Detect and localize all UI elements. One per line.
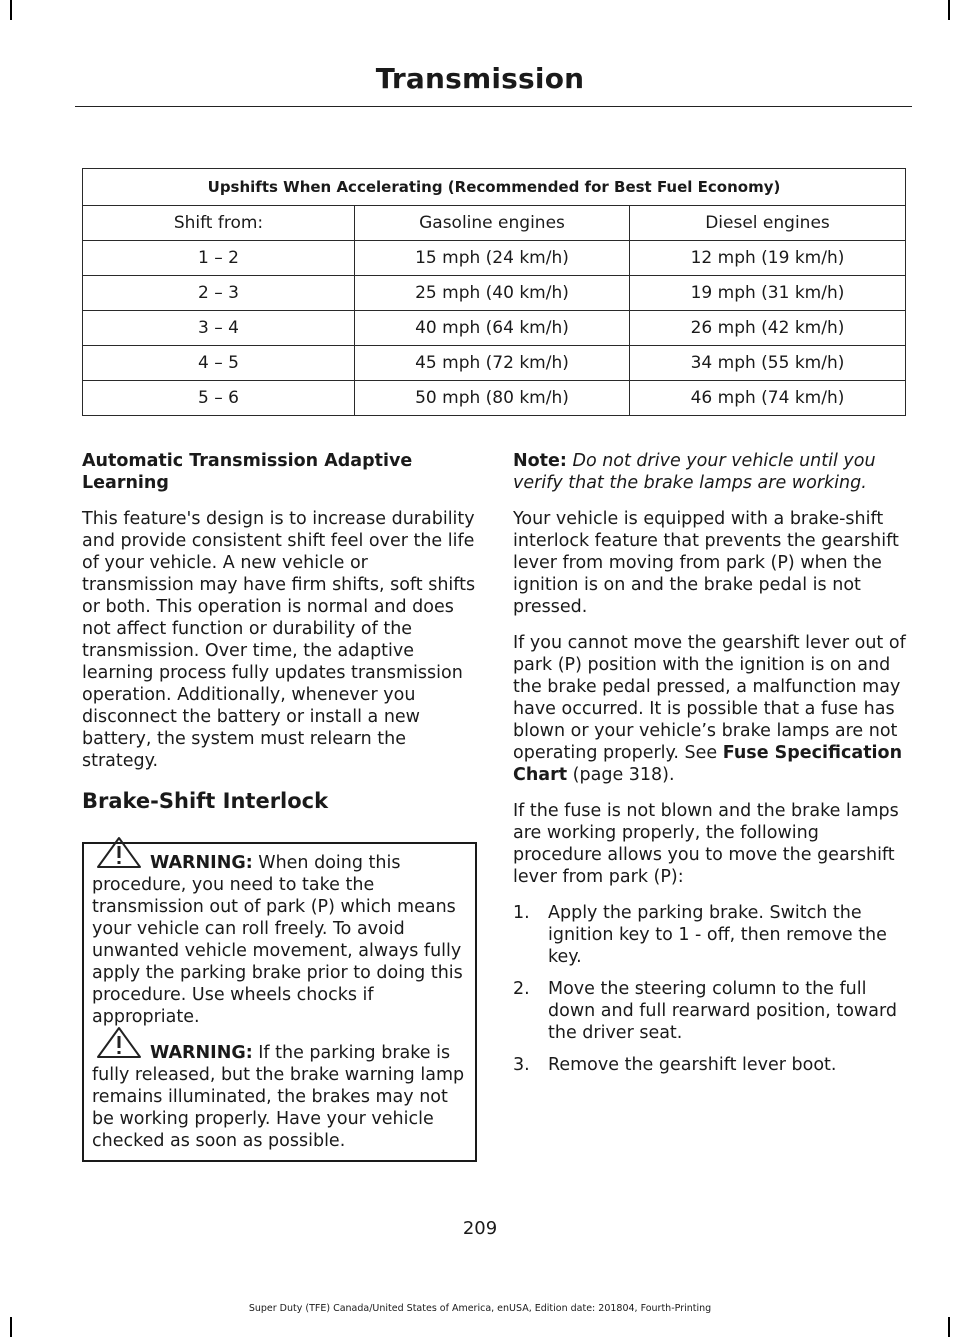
table-cell: 46 mph (74 km/h) xyxy=(630,381,906,416)
right-column xyxy=(513,450,908,1086)
warning-label: WARNING: xyxy=(150,1043,253,1063)
list-item xyxy=(513,1054,908,1076)
brake-shift-interlock-heading: Brake-Shift Interlock xyxy=(82,789,329,813)
table-row xyxy=(83,346,906,381)
procedure-steps xyxy=(513,902,908,1076)
title-divider xyxy=(75,106,912,107)
table-cell: 50 mph (80 km/h) xyxy=(355,381,630,416)
table-header-row xyxy=(83,206,906,241)
warning-item xyxy=(92,1042,467,1152)
step-text: Apply the parking brake. Switch the ignition key to 1 - off, then remove the key. xyxy=(548,903,887,967)
crop-mark xyxy=(10,1317,12,1337)
note xyxy=(513,450,908,494)
table-row xyxy=(83,241,906,276)
table-cell: 45 mph (72 km/h) xyxy=(355,346,630,381)
table-row xyxy=(83,311,906,346)
warning-label: WARNING: xyxy=(150,853,253,873)
step-text: Remove the gearshift lever boot. xyxy=(548,1055,837,1075)
left-column xyxy=(82,450,477,1162)
list-item xyxy=(513,902,908,968)
table-row xyxy=(83,381,906,416)
warning-box xyxy=(82,842,477,1162)
interlock-description: Your vehicle is equipped with a brake-shift interlock feature that prevents the gearshift lever from moving from park (P) when the ignition is on and the brake pedal is not pressed. xyxy=(513,509,899,617)
warning-icon xyxy=(94,1026,144,1060)
crop-mark xyxy=(948,1317,950,1337)
list-item xyxy=(513,978,908,1044)
crop-mark xyxy=(10,0,12,20)
procedure-intro: If the fuse is not blown and the brake lamps are working properly, the following procedure allows you to move the gearshift lever from park (P): xyxy=(513,801,899,887)
table-row xyxy=(83,276,906,311)
adaptive-learning-heading: Automatic Transmission Adaptive Learning xyxy=(82,451,413,493)
warning-item xyxy=(92,852,467,1028)
column-header: Gasoline engines xyxy=(355,206,630,241)
step-number: 2. xyxy=(513,979,530,999)
table-cell: 19 mph (31 km/h) xyxy=(630,276,906,311)
table-cell: 26 mph (42 km/h) xyxy=(630,311,906,346)
page-reference: (page 318). xyxy=(567,765,675,785)
upshift-table xyxy=(82,168,906,416)
crop-mark xyxy=(948,0,950,20)
column-header: Shift from: xyxy=(83,206,355,241)
table-cell: 4 – 5 xyxy=(83,346,355,381)
adaptive-learning-body: This feature's design is to increase durability and provide consistent shift feel over the life of your vehicle. A new vehicle or transmission may have firm shifts, soft shifts or both. This operation is normal and does not affect function or durability of the transmission. Over time, the adaptive learning process fully updates transmission operation. Additionally, whenever you disconnect the battery or install a new battery, the system must relearn the strategy. xyxy=(82,509,476,771)
step-text: Move the steering column to the full down and full rearward position, toward the driver seat. xyxy=(548,979,897,1043)
table-cell: 5 – 6 xyxy=(83,381,355,416)
table-cell: 40 mph (64 km/h) xyxy=(355,311,630,346)
table-cell: 1 – 2 xyxy=(83,241,355,276)
note-label: Note: xyxy=(513,451,567,471)
table-cell: 3 – 4 xyxy=(83,311,355,346)
table-caption: Upshifts When Accelerating (Recommended for Best Fuel Economy) xyxy=(83,169,906,206)
fuse-chart-link[interactable]: Fuse Specification Chart xyxy=(513,743,903,785)
table-cell: 2 – 3 xyxy=(83,276,355,311)
step-number: 3. xyxy=(513,1055,530,1075)
table-cell: 34 mph (55 km/h) xyxy=(630,346,906,381)
malfunction-text: If you cannot move the gearshift lever out of park (P) position with the ignition is on and the brake pedal pressed, a malfunction may have occurred. It is possible that a fuse has blown or your vehicle’s brake lamps are not operating properly. See xyxy=(513,633,906,763)
note-text: Do not drive your vehicle until you verify that the brake lamps are working. xyxy=(513,451,876,493)
warning-text: When doing this procedure, you need to take the transmission out of park (P) which means your vehicle can roll freely. To avoid unwanted vehicle movement, always fully apply the parking brake prior to doing this procedure. Use wheels chocks if appropriate. xyxy=(92,853,463,1027)
warning-text: If the parking brake is fully released, but the brake warning lamp remains illuminated, the brakes may not be working properly. Have your vehicle checked as soon as possible. xyxy=(92,1043,465,1151)
table-cell: 25 mph (40 km/h) xyxy=(355,276,630,311)
step-number: 1. xyxy=(513,903,530,923)
column-header: Diesel engines xyxy=(630,206,906,241)
warning-icon xyxy=(94,836,144,870)
malfunction-paragraph xyxy=(513,632,908,786)
table-cell: 12 mph (19 km/h) xyxy=(630,241,906,276)
table-cell: 15 mph (24 km/h) xyxy=(355,241,630,276)
page-number: 209 xyxy=(462,1218,498,1239)
page-title: Transmission xyxy=(375,62,585,95)
footer-text: Super Duty (TFE) Canada/United States of America, enUSA, Edition date: 201804, Fourth-Printing xyxy=(248,1303,712,1314)
